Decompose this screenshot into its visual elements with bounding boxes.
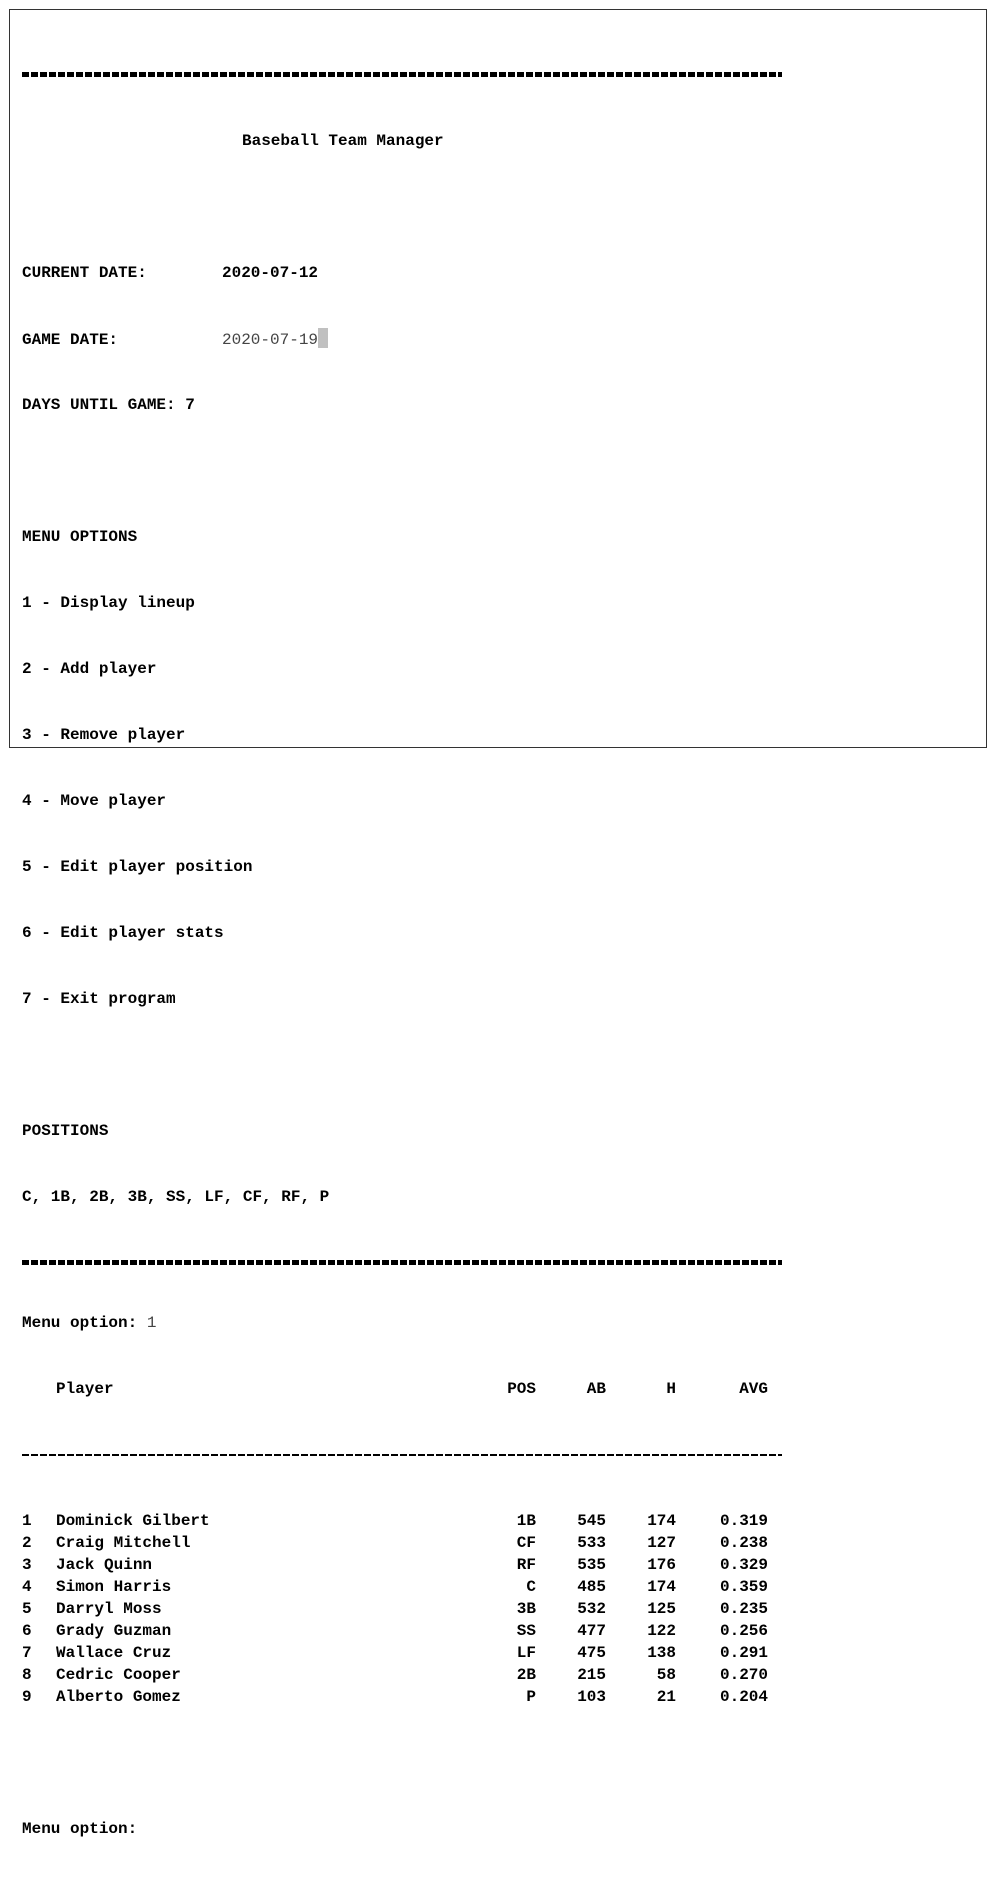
- player-name: Simon Harris: [56, 1578, 172, 1596]
- game-date-row: [22, 328, 768, 350]
- player-avg: 0.319: [719, 1512, 768, 1530]
- current-date-value: 2020-07-12: [222, 264, 319, 282]
- row-number: 7: [22, 1644, 32, 1662]
- player-name: Craig Mitchell: [56, 1534, 191, 1552]
- table-row: [22, 1686, 768, 1708]
- player-ab: 532: [577, 1600, 606, 1618]
- positions-heading: POSITIONS: [22, 1122, 109, 1140]
- player-h: 174: [647, 1512, 676, 1530]
- current-date-label: CURRENT DATE:: [22, 264, 147, 282]
- player-avg: 0.291: [719, 1644, 768, 1662]
- player-avg: 0.256: [719, 1622, 768, 1640]
- player-avg: 0.238: [719, 1534, 768, 1552]
- table-row: [22, 1554, 768, 1576]
- player-name: Alberto Gomez: [56, 1688, 181, 1706]
- player-pos: 2B: [516, 1666, 536, 1684]
- player-avg: 0.359: [719, 1578, 768, 1596]
- row-number: 4: [22, 1578, 32, 1596]
- section-rule: [22, 1252, 768, 1274]
- table-row: [22, 1598, 768, 1620]
- header-player: Player: [56, 1380, 114, 1398]
- row-number: 5: [22, 1600, 32, 1618]
- menu-item: 5 - Edit player position: [22, 858, 253, 876]
- blank-line: [22, 196, 768, 218]
- row-number: 9: [22, 1688, 32, 1706]
- menu-item: 4 - Move player: [22, 792, 167, 810]
- player-avg: 0.270: [719, 1666, 768, 1684]
- row-number: 1: [22, 1512, 32, 1530]
- console-window[interactable]: [9, 9, 987, 1838]
- days-until-label: DAYS UNTIL GAME:: [22, 396, 176, 414]
- player-h: 58: [656, 1666, 676, 1684]
- menu-item: 7 - Exit program: [22, 990, 176, 1008]
- player-h: 176: [647, 1556, 676, 1574]
- player-pos: SS: [516, 1622, 536, 1640]
- player-name: Wallace Cruz: [56, 1644, 172, 1662]
- player-ab: 103: [577, 1688, 606, 1706]
- table-row: [22, 1642, 768, 1664]
- header-rule: [22, 1444, 768, 1466]
- positions-list: C, 1B, 2B, 3B, SS, LF, CF, RF, P: [22, 1188, 330, 1206]
- menu-item: 2 - Add player: [22, 660, 157, 678]
- table-row: [22, 1576, 768, 1598]
- player-h: 125: [647, 1600, 676, 1618]
- player-pos: RF: [516, 1556, 536, 1574]
- row-number: 6: [22, 1622, 32, 1640]
- player-ab: 477: [577, 1622, 606, 1640]
- player-pos: P: [526, 1688, 536, 1706]
- menu-item: 6 - Edit player stats: [22, 924, 224, 942]
- app-title: [22, 130, 768, 152]
- blank-line: [22, 460, 768, 482]
- player-ab: 545: [577, 1512, 606, 1530]
- header-avg: AVG: [739, 1380, 768, 1398]
- player-h: 138: [647, 1644, 676, 1662]
- table-row: [22, 1620, 768, 1642]
- days-until-value: 7: [185, 396, 195, 414]
- player-ab: 533: [577, 1534, 606, 1552]
- player-name: Dominick Gilbert: [56, 1512, 210, 1530]
- console-output: [22, 20, 768, 1884]
- table-row: [22, 1532, 768, 1554]
- player-avg: 0.235: [719, 1600, 768, 1618]
- player-pos: 3B: [516, 1600, 536, 1618]
- player-pos: C: [526, 1578, 536, 1596]
- table-row: [22, 1510, 768, 1532]
- menu-option-prompt: [22, 1312, 768, 1334]
- player-h: 122: [647, 1622, 676, 1640]
- player-name: Darryl Moss: [56, 1600, 162, 1618]
- current-date-row: [22, 262, 768, 284]
- menu-option-input[interactable]: 1: [146, 1314, 157, 1332]
- header-ab: AB: [586, 1380, 606, 1398]
- player-name: Grady Guzman: [56, 1622, 172, 1640]
- player-ab: 485: [577, 1578, 606, 1596]
- player-avg: 0.204: [719, 1688, 768, 1706]
- table-row: [22, 1664, 768, 1686]
- player-name: Jack Quinn: [56, 1556, 153, 1574]
- menu-item: 3 - Remove player: [22, 726, 186, 744]
- player-h: 21: [656, 1688, 676, 1706]
- player-pos: CF: [516, 1534, 536, 1552]
- player-pos: 1B: [516, 1512, 536, 1530]
- final-prompt[interactable]: Menu option:: [22, 1820, 138, 1838]
- player-h: 127: [647, 1534, 676, 1552]
- lineup-header: [22, 1378, 768, 1400]
- blank-line: [22, 1752, 768, 1774]
- top-rule: [22, 64, 768, 86]
- game-date-label: GAME DATE:: [22, 331, 119, 349]
- days-until-row: [22, 394, 768, 416]
- row-number: 3: [22, 1556, 32, 1574]
- player-h: 174: [647, 1578, 676, 1596]
- menu-heading: MENU OPTIONS: [22, 528, 138, 546]
- player-name: Cedric Cooper: [56, 1666, 181, 1684]
- player-avg: 0.329: [719, 1556, 768, 1574]
- blank-line: [22, 1054, 768, 1076]
- player-ab: 475: [577, 1644, 606, 1662]
- player-ab: 215: [577, 1666, 606, 1684]
- player-ab: 535: [577, 1556, 606, 1574]
- header-h: H: [666, 1380, 676, 1398]
- lineup-table: [22, 1510, 768, 1708]
- row-number: 2: [22, 1534, 32, 1552]
- header-pos: POS: [507, 1380, 536, 1398]
- menu-option-label: Menu option:: [22, 1314, 138, 1332]
- row-number: 8: [22, 1666, 32, 1684]
- game-date-input[interactable]: 2020-07-19: [222, 331, 319, 349]
- text-cursor: [318, 328, 328, 348]
- player-pos: LF: [516, 1644, 536, 1662]
- menu-item: 1 - Display lineup: [22, 594, 195, 612]
- app-title-text: Baseball Team Manager: [242, 132, 444, 150]
